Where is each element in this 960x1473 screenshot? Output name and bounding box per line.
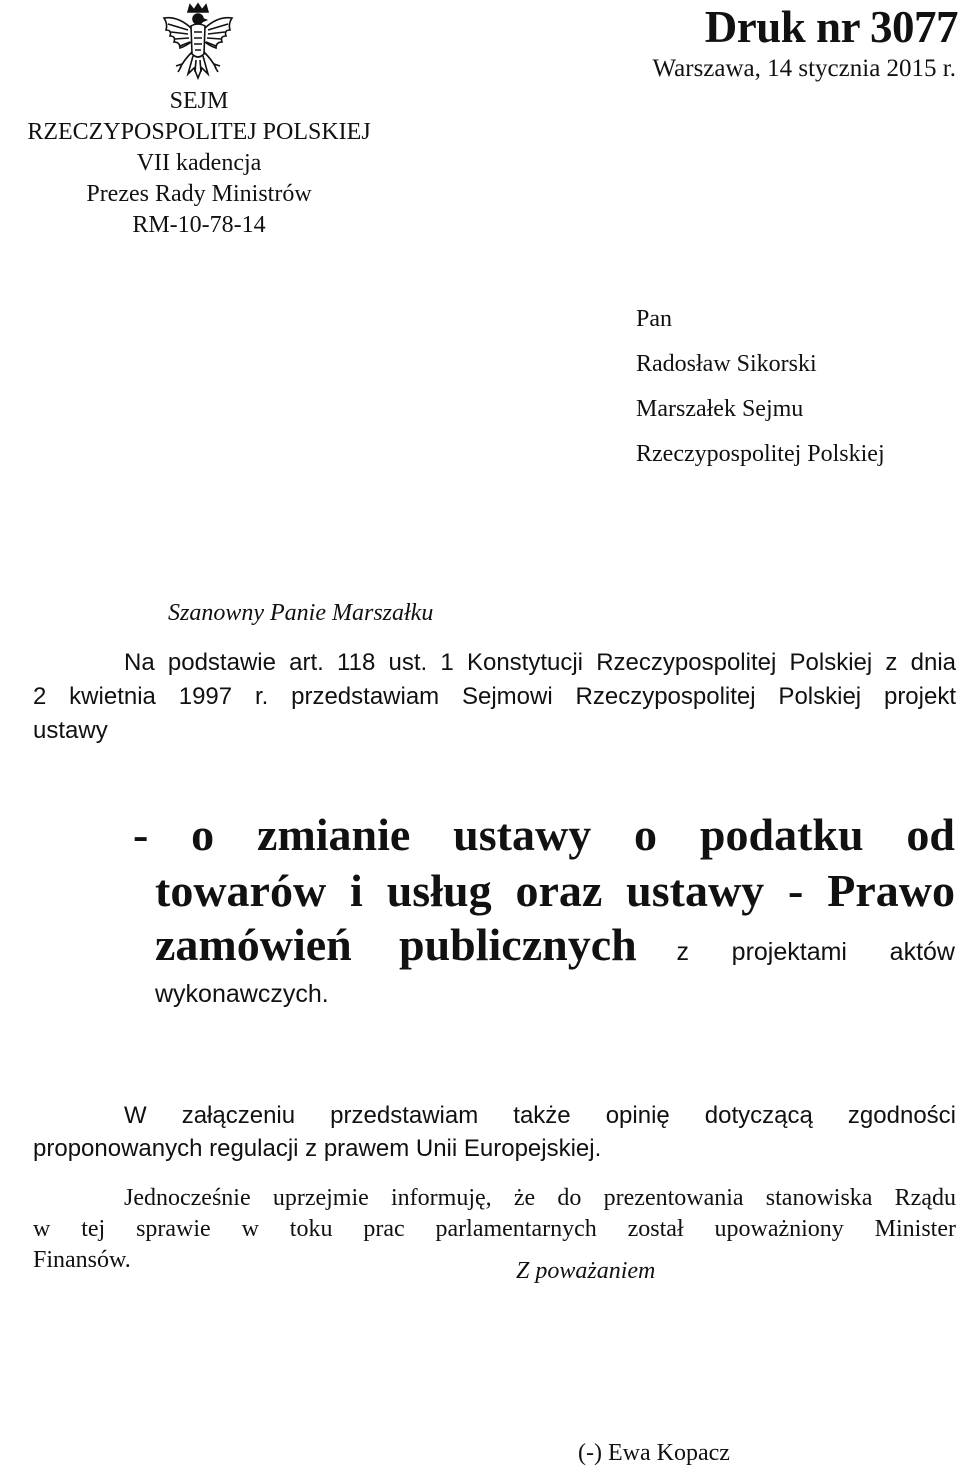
bill-title-line-4: wykonawczych.: [155, 980, 329, 1008]
bill-title-regular-part: z projektami aktów: [676, 938, 955, 966]
intro-line-2: 2 kwietnia 1997 r. przedstawiam Sejmowi Rzeczypospolitej Polskiej projekt: [33, 683, 956, 710]
print-number: Druk nr 3077: [704, 2, 958, 52]
intro-line-1: Na podstawie art. 118 ust. 1 Konstytucji Rzeczypospolitej Polskiej z dnia: [124, 649, 956, 676]
header-kadencja: VII kadencja: [136, 150, 262, 176]
attachment-line-2: proponowanych regulacji z prawem Unii Europejskiej.: [33, 1135, 602, 1162]
header-prezes: Prezes Rady Ministrów: [86, 181, 312, 207]
attachment-line-1: W załączeniu przedstawiam także opinię dotyczącą zgodności: [124, 1102, 956, 1129]
closing-phrase: Z poważaniem: [516, 1258, 656, 1284]
place-date: Warszawa, 14 stycznia 2015 r.: [652, 55, 956, 82]
addressee-name: Radosław Sikorski: [636, 351, 817, 377]
bill-title-line-1: - o zmianie ustawy o podatku od: [133, 809, 955, 860]
info-line-1: Jednocześnie uprzejmie informuję, że do prezentowania stanowiska Rządu: [124, 1185, 956, 1211]
header-sejm: SEJM: [169, 88, 229, 114]
header-reference-number: RM-10-78-14: [132, 212, 266, 238]
intro-line-3: ustawy: [33, 717, 108, 744]
addressee-title: Marszałek Sejmu: [636, 396, 804, 422]
bill-title-bold-part: zamówień publicznych: [155, 919, 637, 970]
signature: (-) Ewa Kopacz: [578, 1440, 730, 1466]
bill-title-line-3: [155, 918, 955, 983]
polish-eagle-emblem-icon: [160, 2, 236, 88]
addressee-country: Rzeczypospolitej Polskiej: [636, 441, 885, 467]
bill-title-line-2: towarów i usług oraz ustawy - Prawo: [155, 865, 955, 916]
info-line-2: w tej sprawie w toku prac parlamentarnych został upoważniony Minister: [33, 1216, 956, 1242]
info-line-3: Finansów.: [33, 1247, 131, 1273]
header-rzeczpospolita: RZECZYPOSPOLITEJ POLSKIEJ: [27, 119, 371, 145]
header-left-block: [0, 86, 398, 241]
addressee-line: Pan: [636, 306, 672, 332]
salutation: Szanowny Panie Marszałku: [168, 600, 434, 626]
